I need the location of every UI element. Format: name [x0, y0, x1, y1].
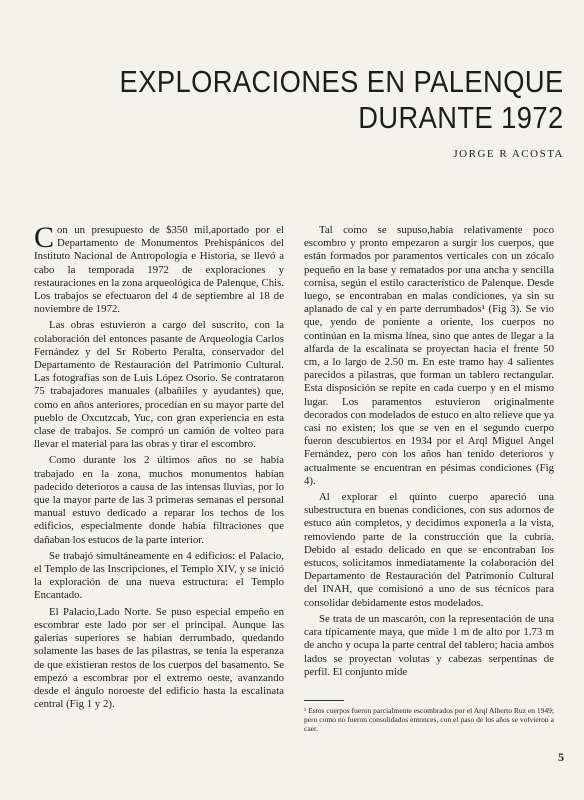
paragraph-6: Tal como se supuso,había relativamente poco escombro y pronto empezaron a surgir los cuerpos, que están formados por paramentos verticales con un zócalo pequeño en la base y rematados por una ancha y sencilla cornisa, según el estilo característico de Palenque. Desde luego, se encontraban en malas condiciones, ya sin su aplanado de cal y en parte derrumbados¹ (Fig 3). Se vio que, yendo de poniente a oriente, los cuerpos no continúan en la misma línea, sino que antes de llegar a la alfarda de la escalinata se proyectan hacia el frente 50 cm, a lo largo de 2.50 m. En este tramo hay 4 salientes parecidos a pilastras, que forman un tablero rectangular. Esta disposición se repite en cada cuerpo y en el mismo lugar. Los paramentos estuvieron originalmente decorados con modelados de estuco en alto relieve que ya casi no existen; los que se ven en el segundo cuerpo fueron descubiertos en 1934 por el Arql Miguel Angel Fernández, pero con los años han tenido deterioros y actualmente se encuentran en pésimas condiciones (Fig 4). — [304, 224, 554, 487]
paragraph-7: Al explorar el quinto cuerpo apareció una subestructura en buenas condiciones, con sus adornos de estuco aún completos, y decidimos exponerla a la vista, removiendo parte de la construcción que la cubría. Debido al estado delicado en que se encontraban los estucos, solicitamos inmediatamente la colaboración del Departamento de Restauración del Patrimonio Cultural del INAH, que comisionó a uno de sus técnicos para consolidar debidamente estos modelados. — [304, 491, 554, 609]
left-column — [34, 221, 284, 714]
footnote-divider — [304, 700, 344, 701]
right-column — [304, 224, 554, 682]
paragraph-3: Como durante los 2 últimos años no se había trabajado en la zona, muchos monumentos habían padecido deterioros a causa de las intensas lluvias, por lo que la mayor parte de las 3 primeras semanas el personal manual estuvo dedicado a reparar los techos de los edificios, especialmente donde había filtraciones que dañaban los estucos de la parte interior. — [34, 454, 284, 546]
article-title — [120, 64, 564, 136]
drop-cap: C — [34, 221, 55, 254]
paragraph-5: El Palacio,Lado Norte. Se puso especial empeño en escombrar este lado por ser el principal. Aunque las galerías superiores se habían derrumbado, quedando solamente las bases de las pilastras, se tenía la esperanza de que existieran restos de los cuerpos del basamento. Se empezó a escombrar por el extremo oeste, avanzando desde el ángulo noroeste del edificio hasta la escalinata central (Fig 1 y 2). — [34, 605, 284, 711]
paragraph-1-text: on un presupuesto de $350 mil,aportado por el Departamento de Monumentos Prehispánicos del Instituto Nacional de Antropología e Historia, se llevó a cabo la temporada 1972 de exploraciones y restauraciones en la zona arqueológica de Palenque, Chis. Los trabajos se efectuaron del 4 de septiembre al 18 de noviembre de 1972. — [34, 224, 284, 316]
page-number: 5 — [558, 750, 564, 764]
title-line-2: DURANTE 1972 — [358, 100, 564, 135]
paragraph-4: Se trabajó simultáneamente en 4 edificios: el Palacio, el Templo de las Inscripciones, el Templo XIV, y se inició la exploración de una nueva estructura: el Templo Encantado. — [34, 549, 284, 602]
paragraph-2: Las obras estuvieron a cargo del suscrito, con la colaboración del entonces pasante de Arqueología Carlos Fernández y del Sr Roberto Peralta, conservador del Departamento de Restauración del Patrimonio Cultural. Las fotografías son de Luis López Osorio. Se contrataron 75 trabajadores manuales (albañiles y ayudantes) que, como en años anteriores, procedían en su mayor parte del pueblo de Oxcutzcab, Yuc, con gran experiencia en esta clase de trabajos. Se compró un camión de volteo para llevar el material para las obras y tirar el escombro. — [34, 319, 284, 451]
title-line-1: EXPLORACIONES EN PALENQUE — [119, 64, 564, 99]
author-byline: JORGE R ACOSTA — [453, 148, 564, 160]
paragraph-8: Se trata de un mascarón, con la representación de una cara típicamente maya, que mide 1 m de alto por 1.73 m de ancho y ocupa la parte central del tablero; hacia ambos lados se proyectan volutas y cabezas serpentinas de perfil. El conjunto mide — [304, 612, 555, 678]
paragraph-1 — [34, 221, 284, 316]
footnote: ¹ Estos cuerpos fueron parcialmente escombrados por el Arql Alberto Ruz en 1949; pero como no fueron consolidados entonces, con el paso de los años se volvieron a caer. — [304, 706, 554, 733]
